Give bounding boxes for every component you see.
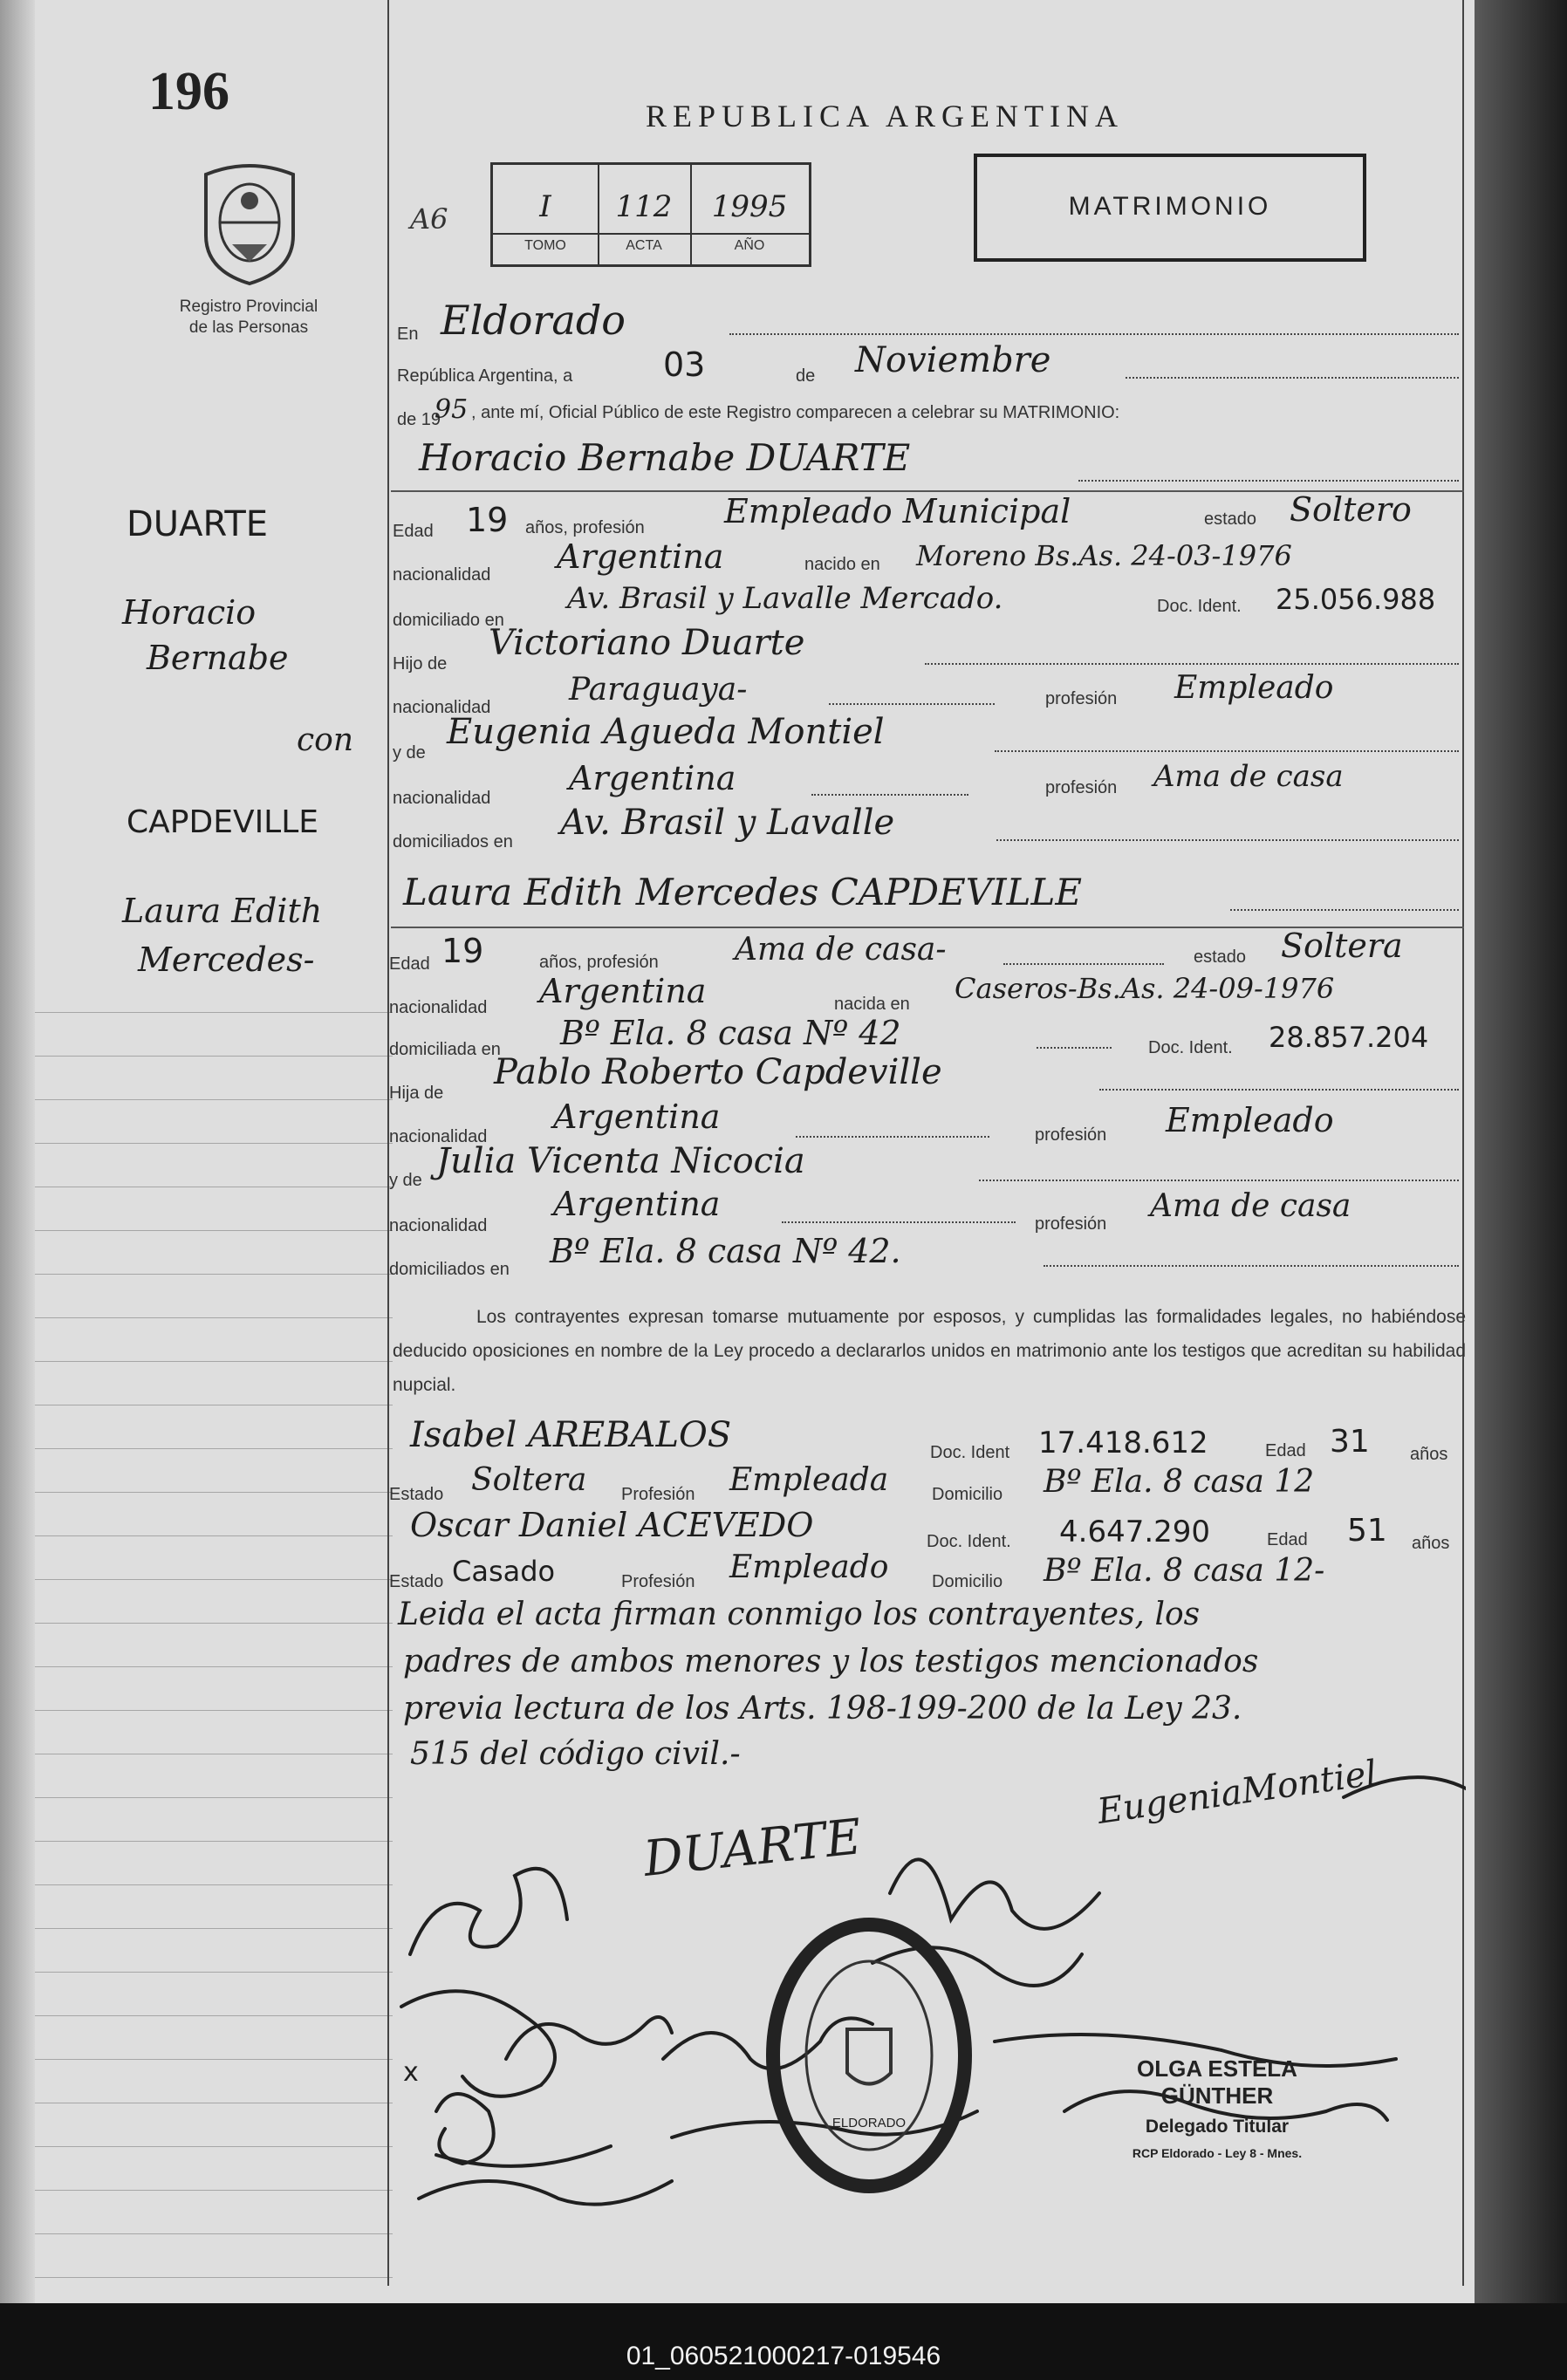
margin-rule-line xyxy=(35,1666,393,1667)
day-value: 03 xyxy=(663,345,706,384)
witness1-name: Isabel AREBALOS xyxy=(410,1415,732,1455)
dotted-line xyxy=(995,750,1459,752)
hijo-de-label: Hijo de xyxy=(393,654,448,674)
estado-label: Estado xyxy=(389,1572,444,1591)
domiciliados-label: domiciliados en xyxy=(389,1260,510,1279)
bride-address: Bº Ela. 8 casa Nº 42 xyxy=(560,1014,901,1052)
y-de-label: y de xyxy=(393,743,426,763)
nacido-en-label: nacido en xyxy=(804,555,880,574)
margin-rule-line xyxy=(35,1535,393,1536)
nacionalidad-label: nacionalidad xyxy=(389,998,488,1017)
x-mark: x xyxy=(403,2057,419,2088)
groom-fullname: Horacio Bernabe DUARTE xyxy=(419,436,911,479)
acta-value: 112 xyxy=(615,189,673,224)
nacionalidad-label: nacionalidad xyxy=(389,1216,488,1235)
registry-name xyxy=(131,297,366,339)
margin-rule-line xyxy=(35,1797,393,1798)
dotted-line xyxy=(925,663,1459,665)
margin-rule-line xyxy=(35,1448,393,1449)
margin-rule-line xyxy=(35,1143,393,1144)
closing-line2: padres de ambos menores y los testigos mencionados xyxy=(403,1644,1259,1679)
republica-label: República Argentina, a xyxy=(397,366,573,386)
anos-profesion-label: años, profesión xyxy=(525,518,645,537)
dotted-line xyxy=(979,1180,1459,1181)
dotted-line xyxy=(729,333,1459,335)
margin-rule-line xyxy=(35,1928,393,1929)
profesion-label: Profesión xyxy=(621,1485,695,1504)
domiciliados-label: domiciliados en xyxy=(393,832,513,851)
margin-rule-line xyxy=(35,2277,393,2278)
groom-doc: 25.056.988 xyxy=(1276,583,1436,616)
doc-ident-label: Doc. Ident xyxy=(930,1443,1010,1462)
bride-father: Pablo Roberto Capdeville xyxy=(494,1052,942,1092)
anos-label: años xyxy=(1412,1534,1450,1553)
nacionalidad-label: nacionalidad xyxy=(393,789,491,808)
bride-fullname: Laura Edith Mercedes CAPDEVILLE xyxy=(403,871,1083,913)
dotted-line xyxy=(1003,963,1164,965)
closing-line3: previa lectura de los Arts. 198-199-200 de la Ley 23. xyxy=(403,1691,1242,1727)
witness1-profession: Empleada xyxy=(729,1462,889,1498)
record-type: MATRIMONIO xyxy=(1068,192,1272,221)
margin-rule-line xyxy=(35,1012,393,1013)
doc-ident-label: Doc. Ident. xyxy=(1148,1038,1233,1057)
en-label: En xyxy=(397,325,419,344)
margin-rule-line xyxy=(35,1841,393,1842)
doc-ident-label: Doc. Ident. xyxy=(1157,597,1242,616)
mother-signature: EugeniaMontiel xyxy=(1094,1753,1380,1832)
margin-surname-bride: CAPDEVILLE xyxy=(127,804,319,840)
ano-label: AÑO xyxy=(734,238,765,253)
dotted-line xyxy=(1037,1047,1112,1049)
witness2-status: Casado xyxy=(452,1555,556,1588)
profesion-label: profesión xyxy=(1045,689,1118,708)
closing-line1: Leida el acta firman conmigo los contrayentes, los xyxy=(398,1597,1201,1632)
margin-rule-line xyxy=(35,2233,393,2234)
margin-rule-line xyxy=(35,1579,393,1580)
ano-value: 1995 xyxy=(711,189,788,224)
anos-profesion-label: años, profesión xyxy=(539,953,659,972)
edad-label: Edad xyxy=(393,522,434,541)
registry-line1: Registro Provincial xyxy=(179,298,318,316)
country-title: REPUBLICA ARGENTINA xyxy=(646,99,1125,133)
closing-line4: 515 del código civil.- xyxy=(410,1736,741,1772)
margin-rule-line xyxy=(35,2059,393,2060)
margin-rule-line xyxy=(35,1230,393,1231)
dotted-line xyxy=(1230,909,1459,911)
profesion-label: profesión xyxy=(1045,778,1118,797)
intro-text: , ante mí, Oficial Público de este Registro comparecen a celebrar su MATRIMONIO: xyxy=(471,403,1120,422)
margin-rule-line xyxy=(35,2190,393,2191)
bride-father-profession: Empleado xyxy=(1166,1101,1334,1139)
officer-role: Delegado Titular xyxy=(1145,2117,1290,2137)
doc-ident-label: Doc. Ident. xyxy=(927,1532,1011,1551)
image-filename: 01_060521000217-019546 xyxy=(626,2342,941,2370)
bride-parents-address: Bº Ela. 8 casa Nº 42. xyxy=(550,1232,901,1270)
bride-mother-nationality: Argentina xyxy=(553,1185,721,1223)
bride-age: 19 xyxy=(441,932,484,970)
bride-nationality: Argentina xyxy=(539,972,707,1010)
bride-profession: Ama de casa- xyxy=(735,932,947,968)
legal-text: Los contrayentes expresan tomarse mutuamente por esposos, y cumplidas las formalidades legales, no habiéndose deducido oposiciones en nombre de la Ley procedo a declararlos unidos en matrimonio ante los testigos que acreditan su habilidad nupcial. xyxy=(393,1307,1466,1395)
tomo-value: I xyxy=(539,189,551,224)
groom-parents-address: Av. Brasil y Lavalle xyxy=(560,803,895,843)
margin-rule-line xyxy=(35,1884,393,1885)
groom-mother: Eugenia Agueda Montiel xyxy=(447,712,885,752)
year-prefix: de 19 xyxy=(397,410,441,429)
margin-rule-line xyxy=(35,2146,393,2147)
officer-name: OLGA ESTELA GÜNTHER xyxy=(1137,2055,1297,2109)
witness2-address: Bº Ela. 8 casa 12- xyxy=(1044,1553,1325,1589)
domiciliada-label: domiciliada en xyxy=(389,1040,501,1059)
page-left-edge xyxy=(0,0,35,2303)
margin-name-bride-2: Mercedes- xyxy=(138,940,315,979)
margin-rule-line xyxy=(35,1361,393,1362)
groom-father-nationality: Paraguaya- xyxy=(569,672,748,708)
estado-label: Estado xyxy=(389,1485,444,1504)
margin-name-bride-1: Laura Edith xyxy=(122,892,323,930)
witness1-doc: 17.418.612 xyxy=(1038,1426,1208,1460)
groom-father: Victoriano Duarte xyxy=(489,623,805,663)
tomo-acta-ano-box xyxy=(490,162,811,267)
de-label: de xyxy=(796,366,816,386)
dotted-line xyxy=(796,1136,989,1138)
bride-mother-profession: Ama de casa xyxy=(1150,1188,1351,1224)
witness2-doc: 4.647.290 xyxy=(1059,1515,1211,1549)
groom-age: 19 xyxy=(466,501,509,539)
dotted-line xyxy=(811,794,968,796)
margin-rule-line xyxy=(35,1623,393,1624)
groom-mother-nationality: Argentina xyxy=(569,759,736,797)
officer-block xyxy=(1086,2055,1348,2160)
officer-address: RCP Eldorado - Ley 8 - Mnes. xyxy=(1132,2146,1303,2160)
margin-surname-groom: DUARTE xyxy=(127,504,269,544)
margin-rule-line xyxy=(35,1710,393,1711)
tomo-label: TOMO xyxy=(524,238,566,253)
bride-doc: 28.857.204 xyxy=(1269,1021,1429,1054)
province-seal-icon xyxy=(197,157,302,288)
groom-profession: Empleado Municipal xyxy=(724,492,1071,530)
margin-rule-line xyxy=(35,1317,393,1318)
margin-rule-line xyxy=(35,1972,393,1973)
groom-signature: DUARTE xyxy=(640,1809,865,1888)
profesion-label: profesión xyxy=(1035,1214,1107,1234)
domicilio-label: Domicilio xyxy=(932,1572,1003,1591)
margin-rule-line xyxy=(35,1099,393,1100)
margin-rule-line xyxy=(35,2015,393,2016)
groom-birth: Moreno Bs.As. 24-03-1976 xyxy=(916,539,1292,572)
witness2-name: Oscar Daniel ACEVEDO xyxy=(410,1506,814,1544)
registry-line2: de las Personas xyxy=(188,318,309,337)
stamp-text: ELDORADO xyxy=(831,2116,907,2130)
witness1-status: Soltera xyxy=(471,1462,587,1498)
domiciliado-label: domiciliado en xyxy=(393,611,504,630)
official-stamp-icon xyxy=(764,1916,974,2195)
nacionalidad-label: nacionalidad xyxy=(393,565,491,585)
record-type-box xyxy=(974,154,1366,262)
margin-con: con xyxy=(297,722,354,758)
edad-label: Edad xyxy=(1265,1441,1306,1460)
acta-label: ACTA xyxy=(626,238,662,253)
dotted-line xyxy=(1044,1265,1459,1267)
nacida-en-label: nacida en xyxy=(834,995,910,1014)
year-suffix: 95 xyxy=(435,394,469,425)
witness1-address: Bº Ela. 8 casa 12 xyxy=(1044,1464,1315,1500)
groom-status: Soltero xyxy=(1290,490,1412,529)
box-divider xyxy=(493,233,809,235)
groom-address: Av. Brasil y Lavalle Mercado. xyxy=(567,581,1003,616)
groom-nationality: Argentina xyxy=(557,537,724,576)
edad-label: Edad xyxy=(389,954,430,974)
profesion-label: Profesión xyxy=(621,1572,695,1591)
nacionalidad-label: nacionalidad xyxy=(389,1127,488,1146)
bride-father-nationality: Argentina xyxy=(553,1098,721,1136)
month-value: Noviembre xyxy=(855,340,1051,380)
bride-birth: Caseros-Bs.As. 24-09-1976 xyxy=(955,972,1335,1005)
dotted-line xyxy=(1078,480,1459,482)
book-binding-shadow xyxy=(1475,0,1567,2303)
dotted-line xyxy=(996,839,1459,841)
nacionalidad-label: nacionalidad xyxy=(393,698,491,717)
margin-name-groom-2: Bernabe xyxy=(147,639,289,677)
groom-father-profession: Empleado xyxy=(1174,670,1334,706)
folio-mark: A6 xyxy=(410,202,448,236)
hija-de-label: Hija de xyxy=(389,1084,444,1103)
witness2-age: 51 xyxy=(1347,1513,1387,1549)
margin-name-groom-1: Horacio xyxy=(122,593,257,632)
bride-mother: Julia Vicenta Nicocia xyxy=(436,1141,805,1181)
estado-label: estado xyxy=(1204,510,1257,529)
dotted-line xyxy=(1126,377,1459,379)
margin-rule-line xyxy=(35,1274,393,1275)
margin-rule-line xyxy=(35,1492,393,1493)
witness1-age: 31 xyxy=(1330,1424,1370,1460)
profesion-label: profesión xyxy=(1035,1125,1107,1145)
dotted-line xyxy=(782,1221,1016,1223)
y-de-label: y de xyxy=(389,1171,422,1190)
dotted-line xyxy=(829,703,995,705)
anos-label: años xyxy=(1410,1445,1448,1464)
dotted-line xyxy=(1099,1089,1459,1091)
bride-status: Soltera xyxy=(1281,927,1403,965)
estado-label: estado xyxy=(1194,947,1247,967)
witness2-profession: Empleado xyxy=(729,1549,889,1585)
edad-label: Edad xyxy=(1267,1530,1308,1549)
place-value: Eldorado xyxy=(441,297,626,344)
margin-rule-line xyxy=(35,1056,393,1057)
groom-mother-profession: Ama de casa xyxy=(1153,759,1344,794)
domicilio-label: Domicilio xyxy=(932,1485,1003,1504)
page-number: 196 xyxy=(148,62,229,121)
